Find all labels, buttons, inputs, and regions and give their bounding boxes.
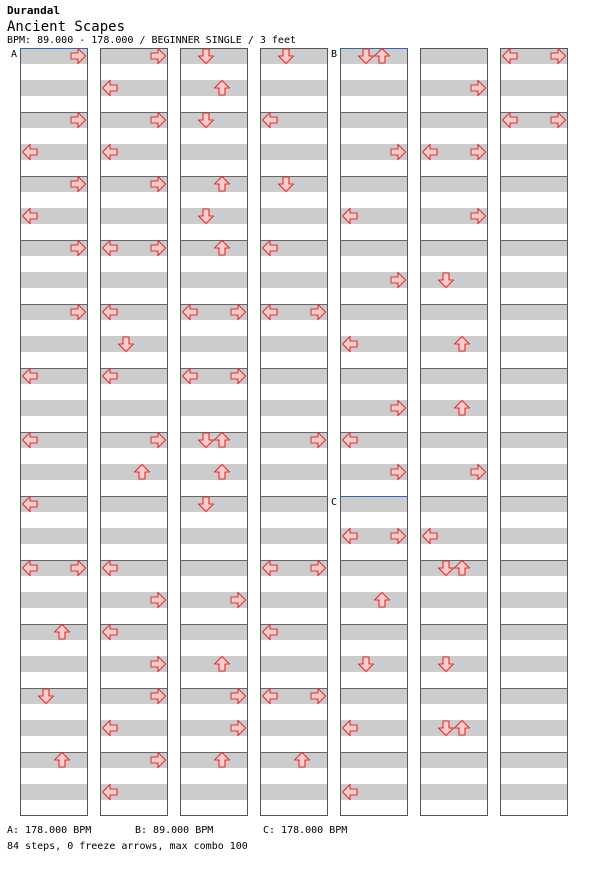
beat-stripe bbox=[20, 272, 88, 288]
beat-stripe bbox=[260, 80, 328, 96]
beat-stripe bbox=[420, 432, 488, 448]
beat-stripe bbox=[260, 144, 328, 160]
beat-stripe bbox=[260, 336, 328, 352]
beat-stripe bbox=[500, 656, 568, 672]
beat-stripe bbox=[420, 688, 488, 704]
beat-stripe bbox=[500, 400, 568, 416]
beat-stripe bbox=[180, 400, 248, 416]
beat-stripe bbox=[180, 624, 248, 640]
beat-stripe bbox=[500, 752, 568, 768]
beat-stripe bbox=[180, 784, 248, 800]
beat-stripe bbox=[500, 368, 568, 384]
beat-stripe bbox=[260, 784, 328, 800]
beat-stripe bbox=[420, 48, 488, 64]
beat-stripe bbox=[500, 272, 568, 288]
beat-stripe bbox=[260, 464, 328, 480]
beat-stripe bbox=[260, 496, 328, 512]
beat-stripe bbox=[180, 336, 248, 352]
beat-stripe bbox=[500, 432, 568, 448]
bpm-change-label: A bbox=[11, 49, 18, 60]
beat-stripe bbox=[500, 464, 568, 480]
beat-stripe bbox=[500, 624, 568, 640]
beat-stripe bbox=[340, 688, 408, 704]
beat-stripe bbox=[100, 208, 168, 224]
beat-stripe bbox=[260, 272, 328, 288]
beat-stripe bbox=[420, 240, 488, 256]
beat-stripe bbox=[340, 496, 408, 512]
beat-stripe bbox=[20, 400, 88, 416]
beat-stripe bbox=[500, 720, 568, 736]
beat-stripe bbox=[340, 112, 408, 128]
beat-stripe bbox=[260, 208, 328, 224]
beat-stripe bbox=[20, 464, 88, 480]
beat-stripe bbox=[260, 592, 328, 608]
song-title: Ancient Scapes bbox=[7, 19, 126, 35]
beat-stripe bbox=[20, 656, 88, 672]
beat-stripe bbox=[500, 304, 568, 320]
beat-stripe bbox=[500, 336, 568, 352]
beat-stripe bbox=[500, 496, 568, 512]
beat-stripe bbox=[420, 176, 488, 192]
beat-stripe bbox=[500, 144, 568, 160]
beat-stripe bbox=[340, 240, 408, 256]
beat-stripe bbox=[340, 752, 408, 768]
beat-stripe bbox=[340, 560, 408, 576]
beat-stripe bbox=[100, 272, 168, 288]
beat-stripe bbox=[500, 80, 568, 96]
beat-stripe bbox=[500, 560, 568, 576]
beat-stripe bbox=[420, 368, 488, 384]
beat-stripe bbox=[20, 592, 88, 608]
beat-stripe bbox=[100, 400, 168, 416]
bpm-legend-b: B: 89.000 BPM bbox=[135, 825, 214, 836]
beat-stripe bbox=[420, 112, 488, 128]
beat-stripe bbox=[420, 496, 488, 512]
beat-stripe bbox=[340, 368, 408, 384]
beat-stripe bbox=[180, 560, 248, 576]
beat-stripe bbox=[420, 784, 488, 800]
beat-stripe bbox=[260, 720, 328, 736]
beat-stripe bbox=[500, 528, 568, 544]
beat-stripe bbox=[500, 688, 568, 704]
beat-stripe bbox=[100, 528, 168, 544]
beat-stripe bbox=[20, 80, 88, 96]
beat-stripe bbox=[260, 368, 328, 384]
beat-stripe bbox=[340, 304, 408, 320]
beat-stripe bbox=[180, 528, 248, 544]
beat-stripe bbox=[260, 528, 328, 544]
beat-stripe bbox=[340, 80, 408, 96]
chart-info: BPM: 89.000 - 178.000 / BEGINNER SINGLE / 3 feet bbox=[7, 35, 296, 46]
bpm-legend-c: C: 178.000 BPM bbox=[263, 825, 348, 836]
beat-stripe bbox=[500, 592, 568, 608]
beat-stripe bbox=[100, 496, 168, 512]
beat-stripe bbox=[180, 272, 248, 288]
beat-stripe bbox=[500, 176, 568, 192]
bpm-change-label: B bbox=[331, 49, 338, 60]
beat-stripe bbox=[260, 656, 328, 672]
beat-stripe bbox=[180, 144, 248, 160]
beat-stripe bbox=[260, 400, 328, 416]
beat-stripe bbox=[500, 240, 568, 256]
song-artist: Durandal bbox=[7, 4, 60, 17]
beat-stripe bbox=[420, 624, 488, 640]
beat-stripe bbox=[420, 592, 488, 608]
bpm-change-label: C bbox=[331, 497, 338, 508]
beat-stripe bbox=[340, 624, 408, 640]
beat-stripe bbox=[20, 720, 88, 736]
step-stats: 84 steps, 0 freeze arrows, max combo 100 bbox=[7, 841, 248, 852]
bpm-legend-a: A: 178.000 BPM bbox=[7, 825, 92, 836]
beat-stripe bbox=[340, 176, 408, 192]
beat-stripe bbox=[500, 208, 568, 224]
beat-stripe bbox=[500, 784, 568, 800]
beat-stripe bbox=[20, 784, 88, 800]
beat-stripe bbox=[420, 752, 488, 768]
beat-stripe bbox=[420, 304, 488, 320]
beat-stripe bbox=[20, 528, 88, 544]
beat-stripe bbox=[20, 336, 88, 352]
